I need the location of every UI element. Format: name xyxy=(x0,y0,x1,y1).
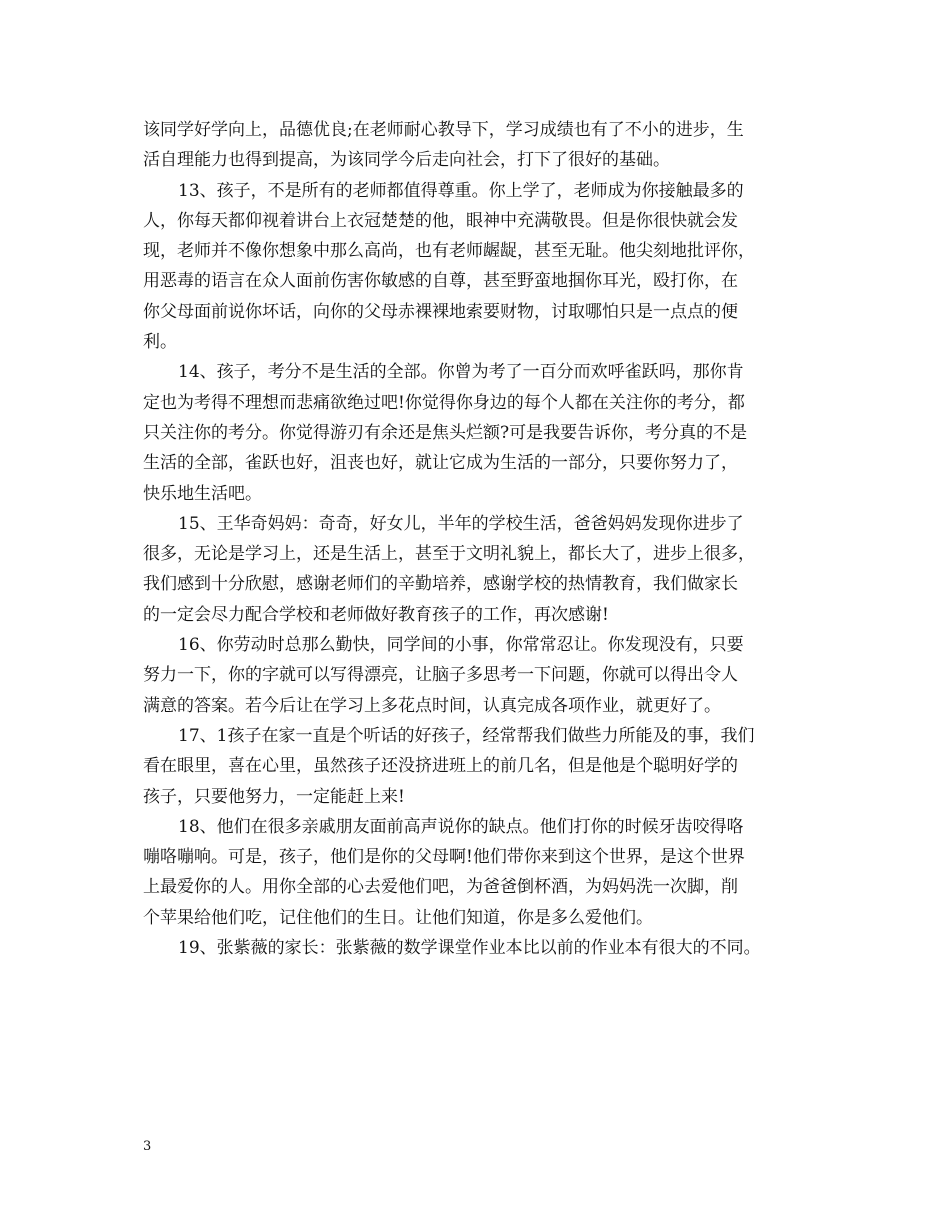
text-line: 17、1孩子在家一直是个听话的好孩子，经常帮我们做些力所能及的事，我们 xyxy=(178,725,755,746)
text-line: 我们感到十分欣慰，感谢老师们的辛勤培养，感谢学校的热情教育，我们做家长 xyxy=(143,574,738,595)
document-body xyxy=(143,115,823,963)
text-line: 只关注你的考分。你觉得游刃有余还是焦头烂额?可是我要告诉你，考分真的不是 xyxy=(143,422,748,443)
text-line: 利。 xyxy=(143,332,177,353)
page-number: 3 xyxy=(143,1139,152,1154)
text-line: 生活的全部，雀跃也好，沮丧也好，就让它成为生活的一部分，只要你努力了， xyxy=(143,453,738,474)
text-line: 定也为考得不理想而悲痛欲绝过吧!你觉得你身边的每个人都在关注你的考分，都 xyxy=(143,392,745,413)
text-line: 18、他们在很多亲戚朋友面前高声说你的缺点。他们打你的时候牙齿咬得咯 xyxy=(178,816,744,837)
text-line: 13、孩子，不是所有的老师都值得尊重。你上学了，老师成为你接触最多的 xyxy=(178,180,744,201)
text-line: 嘣咯嘣响。可是，孩子，他们是你的父母啊!他们带你来到这个世界，是这个世界 xyxy=(143,847,745,868)
text-line: 你父母面前说你坏话，向你的父母赤裸裸地索要财物，讨取哪怕只是一点点的便 xyxy=(143,301,738,322)
text-line: 努力一下，你的字就可以写得漂亮，让脑子多思考一下问题，你就可以得出令人 xyxy=(143,665,738,686)
text-line: 14、孩子，考分不是生活的全部。你曾为考了一百分而欢呼雀跃吗，那你肯 xyxy=(178,362,744,383)
text-line: 个苹果给他们吃，记住他们的生日。让他们知道，你是多么爱他们。 xyxy=(143,907,653,928)
text-line: 15、王华奇妈妈：奇奇，好女儿，半年的学校生活，爸爸妈妈发现你进步了 xyxy=(178,513,744,534)
text-line: 人，你每天都仰视着讲台上衣冠楚楚的他，眼神中充满敬畏。但是你很快就会发 xyxy=(143,210,738,231)
text-line: 19、张紫薇的家长：张紫薇的数学课堂作业本比以前的作业本有很大的不同。 xyxy=(178,938,761,959)
text-line: 快乐地生活吧。 xyxy=(143,483,262,504)
text-line: 孩子，只要他努力，一定能赶上来! xyxy=(143,786,405,807)
text-line: 16、你劳动时总那么勤快，同学间的小事，你常常忍让。你发现没有，只要 xyxy=(178,635,744,656)
text-line: 满意的答案。若今后让在学习上多花点时间，认真完成各项作业，就更好了。 xyxy=(143,695,721,716)
text-line: 上最爱你的人。用你全部的心去爱他们吧，为爸爸倒杯酒，为妈妈洗一次脚，削 xyxy=(143,877,738,898)
text-line: 的一定会尽力配合学校和老师做好教育孩子的工作，再次感谢! xyxy=(143,604,609,625)
text-line: 活自理能力也得到提高，为该同学今后走向社会，打下了很好的基础。 xyxy=(143,150,670,171)
text-line: 现，老师并不像你想象中那么高尚，也有老师龌龊，甚至无耻。他尖刻地批评你， xyxy=(143,241,755,262)
text-line: 该同学好学向上，品德优良;在老师耐心教导下，学习成绩也有了不小的进步，生 xyxy=(143,120,744,140)
text-line: 很多，无论是学习上，还是生活上，甚至于文明礼貌上，都长大了，进步上很多， xyxy=(143,544,755,565)
text-line: 用恶毒的语言在众人面前伤害你敏感的自尊，甚至野蛮地掴你耳光，殴打你，在 xyxy=(143,271,738,292)
text-line: 看在眼里，喜在心里，虽然孩子还没挤进班上的前几名，但是他是个聪明好学的 xyxy=(143,756,738,777)
